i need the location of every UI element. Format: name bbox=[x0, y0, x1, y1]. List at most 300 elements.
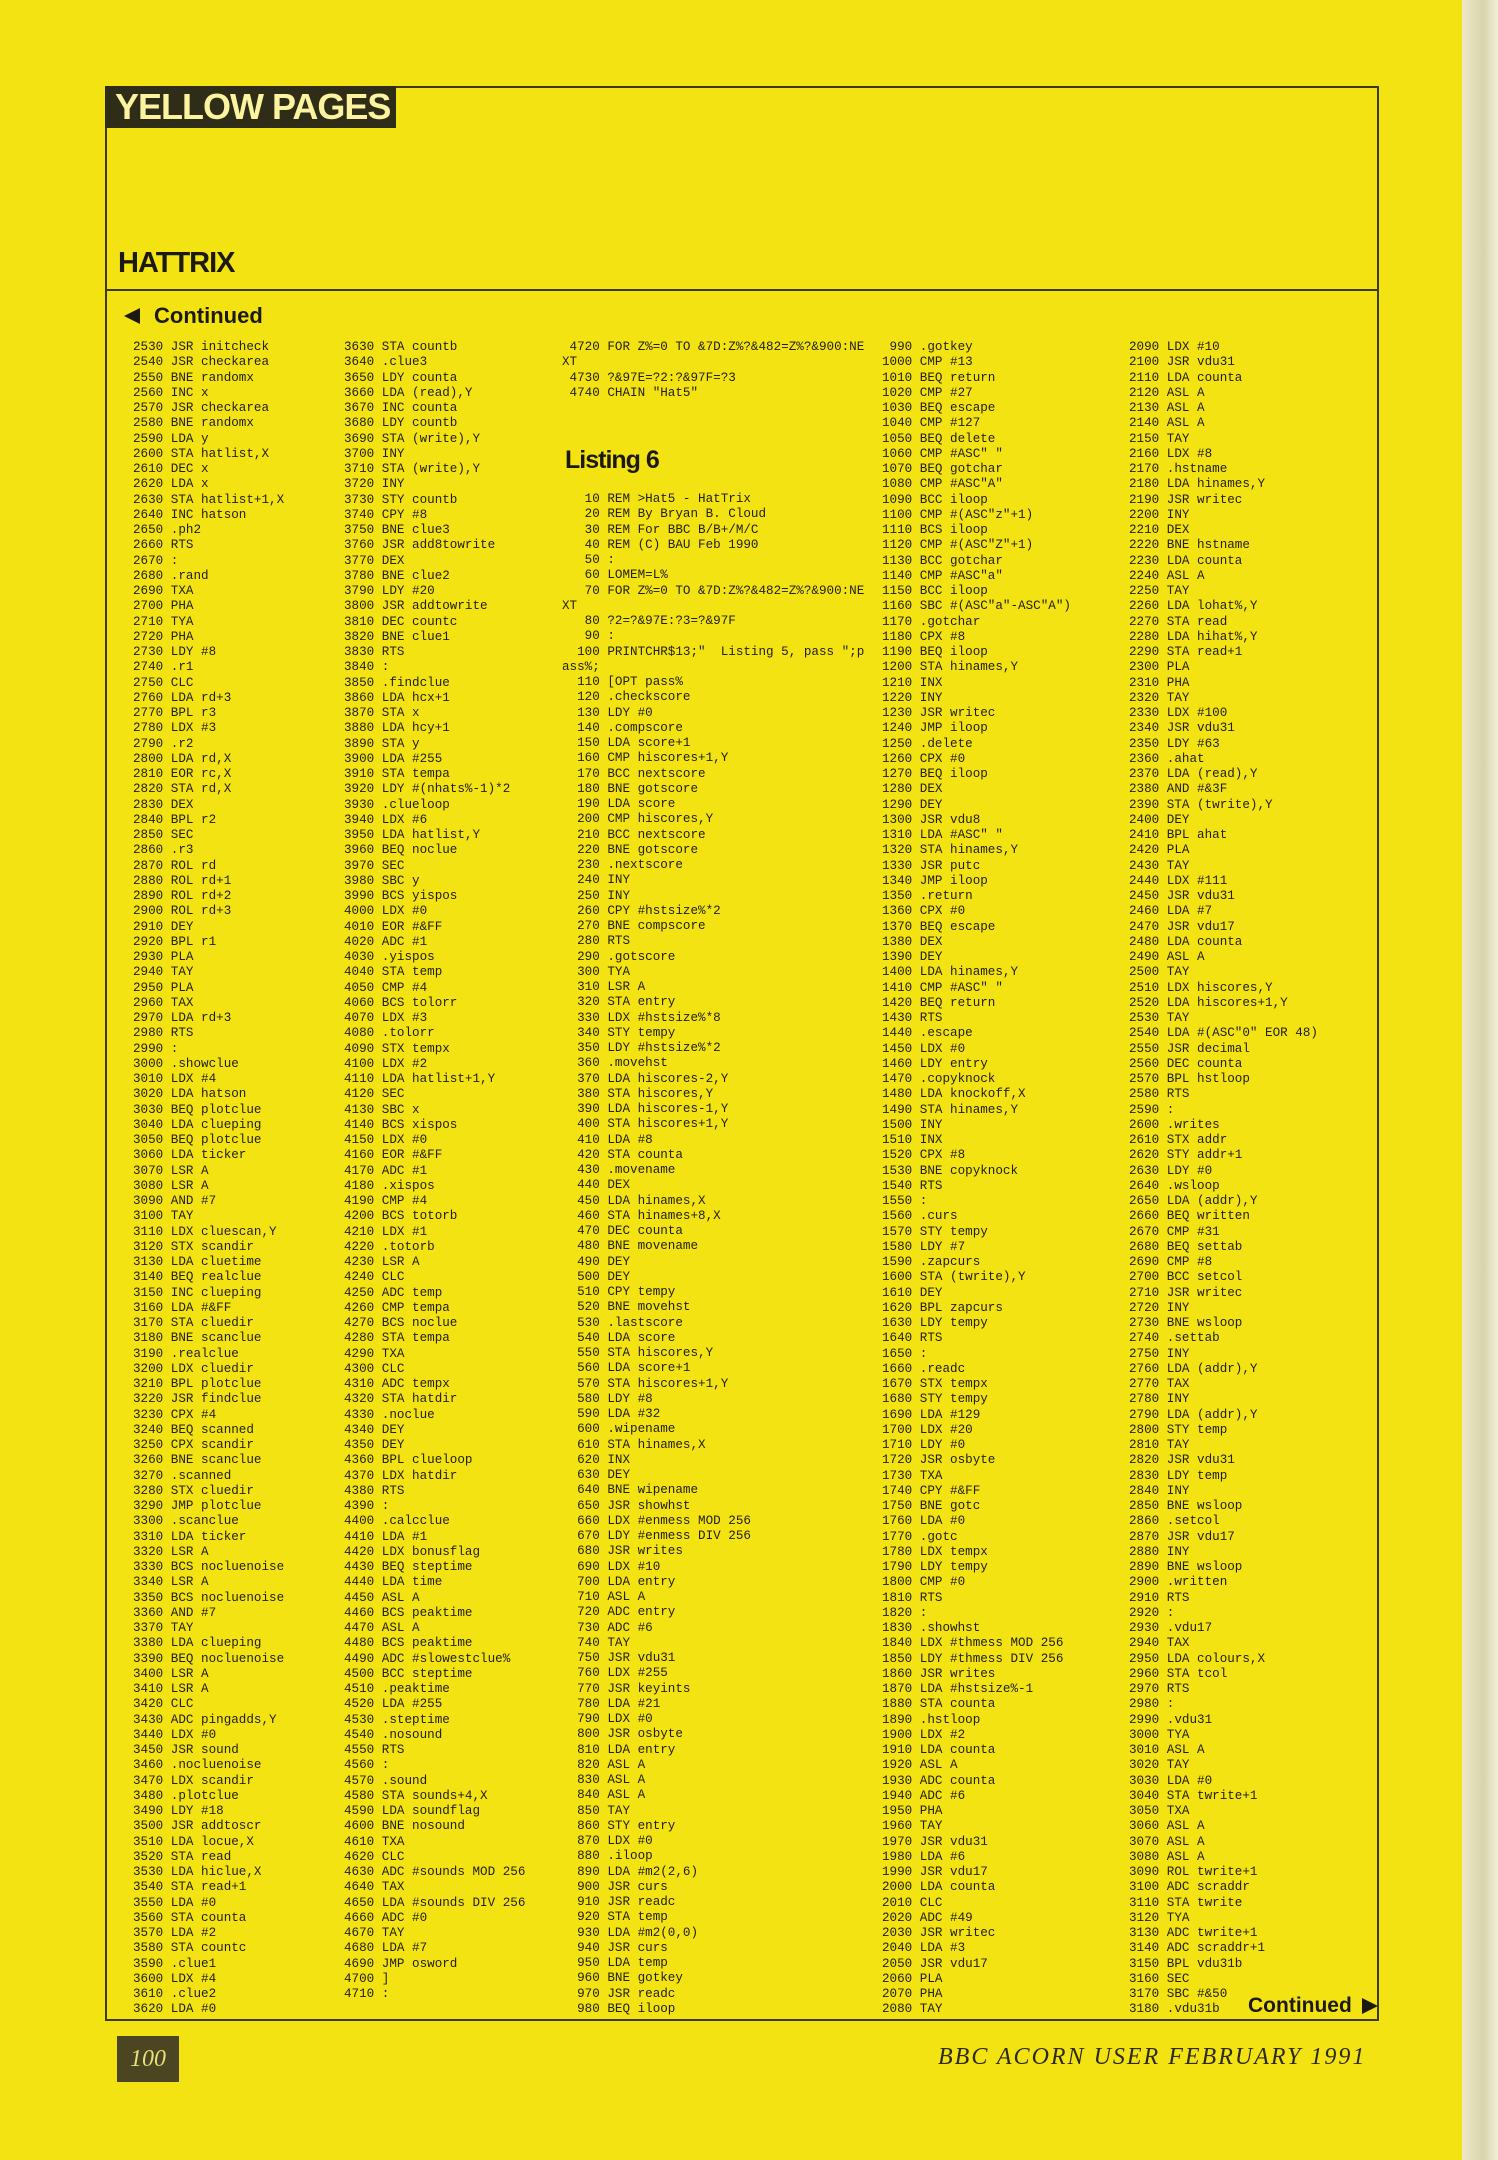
code-line: 3500 JSR addtoscr bbox=[133, 1819, 262, 1834]
listing-heading: Listing 6 bbox=[565, 446, 659, 474]
code-line: 4660 ADC #0 bbox=[344, 1910, 428, 1925]
code-line: 3240 BEQ scanned bbox=[133, 1422, 254, 1437]
code-line: 1750 BNE gotc bbox=[882, 1499, 981, 1513]
code-line: 1200 STA hinames,Y bbox=[882, 660, 1019, 675]
code-line: 3300 .scanclue bbox=[133, 1514, 239, 1529]
code-line: 1360 CPX #0 bbox=[882, 904, 966, 919]
code-line: 2210 DEX bbox=[1129, 523, 1190, 537]
code-line: 3690 STA (write),Y bbox=[344, 431, 481, 446]
code-line: 180 BNE gotscore bbox=[562, 781, 699, 796]
code-line: 3030 BEQ plotclue bbox=[133, 1102, 262, 1117]
code-line: 1540 RTS bbox=[882, 1178, 943, 1193]
code-line: 2260 LDA lohat%,Y bbox=[1129, 599, 1258, 614]
code-line: 2650 .ph2 bbox=[133, 523, 202, 537]
code-line: 300 TYA bbox=[562, 964, 631, 979]
code-line: 3020 LDA hatson bbox=[133, 1087, 247, 1102]
code-line: 840 ASL A bbox=[562, 1788, 646, 1803]
code-line: 2410 BPL ahat bbox=[1129, 828, 1228, 842]
code-line: 4340 DEY bbox=[344, 1422, 405, 1437]
code-line: 2600 STA hatlist,X bbox=[133, 446, 270, 461]
code-line: 3980 SBC y bbox=[344, 873, 420, 888]
code-line: 2360 .ahat bbox=[1129, 751, 1205, 766]
code-line: 2620 LDA x bbox=[133, 477, 209, 492]
code-line: 940 JSR curs bbox=[562, 1940, 668, 1955]
code-line: 2650 LDA (addr),Y bbox=[1129, 1194, 1258, 1208]
code-line: 3150 BPL vdu31b bbox=[1129, 1956, 1243, 1971]
code-line: 3480 .plotclue bbox=[133, 1788, 239, 1803]
code-line: 990 .gotkey bbox=[882, 340, 973, 354]
code-line: 3280 STX cluedir bbox=[133, 1483, 254, 1498]
code-line: 3750 BNE clue3 bbox=[344, 523, 450, 537]
code-line: 4480 BCS peaktime bbox=[344, 1636, 473, 1651]
code-line: 4090 STX tempx bbox=[344, 1041, 450, 1056]
code-line: 1420 BEQ return bbox=[882, 995, 996, 1010]
code-line: 810 LDA entry bbox=[562, 1742, 676, 1757]
code-line: 3110 LDX cluescan,Y bbox=[133, 1224, 277, 1239]
code-line: 4320 STA hatdir bbox=[344, 1392, 458, 1407]
code-line: 3140 BEQ realclue bbox=[133, 1270, 262, 1285]
code-line: 1570 STY tempy bbox=[882, 1224, 988, 1239]
code-line: 2740 .settab bbox=[1129, 1331, 1220, 1346]
code-line: 1130 BCC gotchar bbox=[882, 553, 1003, 568]
code-line: 3210 BPL plotclue bbox=[133, 1377, 262, 1391]
code-line: 2970 RTS bbox=[1129, 1682, 1190, 1696]
code-line: 2710 JSR writec bbox=[1129, 1285, 1243, 1300]
code-line: 4300 CLC bbox=[344, 1361, 405, 1376]
code-line: 2050 JSR vdu17 bbox=[882, 1956, 988, 1971]
code-line: 1700 LDX #20 bbox=[882, 1422, 973, 1437]
code-line: 610 STA hinames,X bbox=[562, 1437, 706, 1452]
code-line: 1810 RTS bbox=[882, 1590, 943, 1605]
code-line: 750 JSR vdu31 bbox=[562, 1651, 676, 1665]
code-line: 1680 STY tempy bbox=[882, 1392, 988, 1407]
code-line: 2810 EOR rc,X bbox=[133, 767, 232, 781]
code-line: 1580 LDY #7 bbox=[882, 1239, 966, 1254]
code-column-2 bbox=[344, 340, 525, 2002]
code-line: 2560 INC x bbox=[133, 385, 209, 400]
code-line: 2150 TAY bbox=[1129, 431, 1190, 446]
code-line: 2530 TAY bbox=[1129, 1011, 1190, 1025]
code-line: 2590 : bbox=[1129, 1102, 1175, 1117]
code-line: 1370 BEQ escape bbox=[882, 919, 996, 934]
code-line: 3700 INY bbox=[344, 446, 405, 461]
code-line: 4000 LDX #0 bbox=[344, 904, 428, 919]
code-line: 2230 LDA counta bbox=[1129, 553, 1243, 568]
code-line: 1900 LDX #2 bbox=[882, 1727, 966, 1742]
code-line: 3020 TAY bbox=[1129, 1758, 1190, 1773]
code-line: 3490 LDY #18 bbox=[133, 1804, 224, 1818]
code-line: 3350 BCS nocluenoise bbox=[133, 1590, 285, 1605]
code-line: 4440 LDA time bbox=[344, 1575, 443, 1590]
code-line: 2510 LDX hiscores,Y bbox=[1129, 980, 1273, 995]
code-line: 1070 BEQ gotchar bbox=[882, 462, 1003, 476]
code-line: 4420 LDX bonusflag bbox=[344, 1544, 481, 1559]
code-line: 40 REM (C) BAU Feb 1990 bbox=[562, 537, 759, 552]
code-line: 2110 LDA counta bbox=[1129, 370, 1243, 385]
code-line: 4410 LDA #1 bbox=[344, 1529, 428, 1544]
code-line: 2600 .writes bbox=[1129, 1117, 1220, 1132]
code-line: 2500 TAY bbox=[1129, 965, 1190, 980]
code-line: 4720 FOR Z%=0 TO &7D:Z%?&482=Z%?&900:NE bbox=[562, 340, 865, 354]
code-line: 1620 BPL zapcurs bbox=[882, 1300, 1003, 1315]
code-line: 470 DEC counta bbox=[562, 1224, 683, 1238]
code-line: 310 LSR A bbox=[562, 980, 646, 994]
code-line: 1440 .escape bbox=[882, 1026, 973, 1041]
code-line: 1150 BCC iloop bbox=[882, 584, 988, 598]
code-line: 2540 LDA #(ASC"0" EOR 48) bbox=[1129, 1026, 1318, 1041]
code-line: 2900 .written bbox=[1129, 1575, 1228, 1590]
code-line: 2090 LDX #10 bbox=[1129, 340, 1220, 354]
code-line: 130 LDY #0 bbox=[562, 705, 653, 720]
code-line: 860 STY entry bbox=[562, 1818, 676, 1833]
code-line: 1820 : bbox=[882, 1605, 928, 1620]
code-line: 1730 TXA bbox=[882, 1468, 943, 1483]
code-line: 830 ASL A bbox=[562, 1773, 646, 1787]
code-line: 3000 .showclue bbox=[133, 1056, 239, 1071]
code-line: 3120 TYA bbox=[1129, 1910, 1190, 1925]
code-line: 3670 INC counta bbox=[344, 401, 458, 415]
code-line: 1600 STA (twrite),Y bbox=[882, 1270, 1026, 1285]
code-line: 4150 LDX #0 bbox=[344, 1133, 428, 1147]
code-line: 970 JSR readc bbox=[562, 1986, 676, 2001]
code-line: 3270 .scanned bbox=[133, 1468, 232, 1483]
code-line: 1770 .gotc bbox=[882, 1529, 958, 1544]
code-line: 1320 STA hinames,Y bbox=[882, 843, 1019, 858]
code-line: 1340 JMP iloop bbox=[882, 873, 988, 888]
code-line: 4170 ADC #1 bbox=[344, 1163, 428, 1178]
code-line: 150 LDA score+1 bbox=[562, 736, 691, 750]
code-line: 2010 CLC bbox=[882, 1895, 943, 1910]
code-line: 3620 LDA #0 bbox=[133, 2002, 217, 2017]
code-line: 2930 PLA bbox=[133, 950, 194, 964]
code-line: 3230 CPX #4 bbox=[133, 1407, 217, 1422]
code-line: 2720 INY bbox=[1129, 1300, 1190, 1315]
code-line: 420 STA counta bbox=[562, 1147, 683, 1162]
code-line: 4560 : bbox=[344, 1758, 390, 1773]
code-line: 3150 INC clueping bbox=[133, 1285, 262, 1300]
code-line: 2570 JSR checkarea bbox=[133, 401, 270, 415]
code-line: 1190 BEQ iloop bbox=[882, 645, 988, 659]
code-line: 2590 LDA y bbox=[133, 431, 209, 446]
code-line: 2440 LDX #111 bbox=[1129, 873, 1228, 888]
code-line: 890 LDA #m2(2,6) bbox=[562, 1864, 699, 1879]
code-line: 2750 CLC bbox=[133, 675, 194, 690]
code-line: 330 LDX #hstsize%*8 bbox=[562, 1010, 721, 1025]
code-line: 2900 ROL rd+3 bbox=[133, 904, 232, 919]
code-line: 3970 SEC bbox=[344, 858, 405, 873]
code-line: 3960 BEQ noclue bbox=[344, 843, 458, 858]
code-line: 510 CPY tempy bbox=[562, 1285, 676, 1299]
code-line: 2190 JSR writec bbox=[1129, 492, 1243, 507]
code-column-4 bbox=[882, 340, 1071, 2018]
code-line: 2670 : bbox=[133, 553, 179, 568]
code-line: 3000 TYA bbox=[1129, 1727, 1190, 1742]
code-line: 70 FOR Z%=0 TO &7D:Z%?&482=Z%?&900:NE bbox=[562, 583, 865, 598]
code-line: 2690 TXA bbox=[133, 584, 194, 598]
code-line: 480 BNE movename bbox=[562, 1239, 699, 1254]
code-line: 1940 ADC #6 bbox=[882, 1788, 966, 1803]
code-line: 2180 LDA hinames,Y bbox=[1129, 477, 1266, 492]
code-line: 2830 LDY temp bbox=[1129, 1468, 1228, 1483]
code-line: 910 JSR readc bbox=[562, 1895, 676, 1909]
code-line: 3440 LDX #0 bbox=[133, 1727, 217, 1742]
code-line: 3160 SEC bbox=[1129, 1971, 1190, 1986]
code-line: 2280 LDA hihat%,Y bbox=[1129, 629, 1258, 644]
code-line: 1230 JSR writec bbox=[882, 706, 996, 720]
code-line: 2390 STA (twrite),Y bbox=[1129, 797, 1273, 812]
code-line: 1380 DEX bbox=[882, 934, 943, 949]
code-line: 2370 LDA (read),Y bbox=[1129, 767, 1258, 781]
code-line: 2990 : bbox=[133, 1041, 179, 1056]
code-line: 390 LDA hiscores-1,Y bbox=[562, 1102, 729, 1116]
code-line: 3830 RTS bbox=[344, 645, 405, 659]
code-line: 3400 LSR A bbox=[133, 1666, 209, 1681]
code-line: 2670 CMP #31 bbox=[1129, 1224, 1220, 1239]
code-line: 2070 PHA bbox=[882, 1987, 943, 2001]
code-line: 1220 INY bbox=[882, 690, 943, 705]
code-line: 120 .checkscore bbox=[562, 690, 691, 705]
code-line: 670 LDY #enmess DIV 256 bbox=[562, 1529, 751, 1543]
code-line: 3630 STA countb bbox=[344, 340, 458, 354]
code-line: 3170 STA cluedir bbox=[133, 1316, 254, 1330]
code-line: 4070 LDX #3 bbox=[344, 1011, 428, 1025]
code-line: 1480 LDA knockoff,X bbox=[882, 1087, 1026, 1102]
code-line: 2770 TAX bbox=[1129, 1377, 1190, 1391]
code-line: XT bbox=[562, 598, 578, 613]
code-line: 1410 CMP #ASC" " bbox=[882, 980, 1003, 995]
code-line: 3320 LSR A bbox=[133, 1544, 209, 1559]
code-line: 2620 STY addr+1 bbox=[1129, 1148, 1243, 1163]
code-line: 620 INX bbox=[562, 1452, 631, 1467]
code-line: 4190 CMP #4 bbox=[344, 1194, 428, 1208]
code-line: 4080 .tolorr bbox=[344, 1026, 435, 1041]
code-line: 660 LDX #enmess MOD 256 bbox=[562, 1513, 751, 1528]
code-line: 4510 .peaktime bbox=[344, 1682, 450, 1696]
code-column-1 bbox=[133, 340, 284, 2018]
code-line: 800 JSR osbyte bbox=[562, 1727, 683, 1742]
code-line: 4180 .xispos bbox=[344, 1178, 435, 1193]
code-line: 2920 BPL r1 bbox=[133, 934, 217, 949]
code-line: 2770 BPL r3 bbox=[133, 706, 217, 720]
code-line: 3870 STA x bbox=[344, 706, 420, 720]
code-line: 160 CMP hiscores+1,Y bbox=[562, 751, 729, 766]
code-line: 170 BCC nextscore bbox=[562, 766, 706, 781]
code-line: 4210 LDX #1 bbox=[344, 1224, 428, 1239]
code-line: 2910 DEY bbox=[133, 919, 194, 934]
code-line: 1390 DEY bbox=[882, 950, 943, 964]
code-line: 4570 .sound bbox=[344, 1773, 428, 1788]
code-line: 4380 RTS bbox=[344, 1483, 405, 1498]
code-line: 3380 LDA clueping bbox=[133, 1636, 262, 1651]
code-line: 3390 BEQ nocluenoise bbox=[133, 1651, 285, 1666]
code-line: 4490 ADC #slowestclue% bbox=[344, 1651, 511, 1666]
code-line: 2760 LDA (addr),Y bbox=[1129, 1361, 1258, 1376]
code-line: 3600 LDX #4 bbox=[133, 1971, 217, 1986]
code-line: 3040 STA twrite+1 bbox=[1129, 1788, 1258, 1803]
code-line: 1960 TAY bbox=[882, 1819, 943, 1834]
code-line: 3370 TAY bbox=[133, 1621, 194, 1635]
code-line: 2660 BEQ written bbox=[1129, 1209, 1250, 1224]
code-line: 3170 SBC #&50 bbox=[1129, 1987, 1228, 2001]
code-line: 1030 BEQ escape bbox=[882, 401, 996, 415]
code-line: 820 ASL A bbox=[562, 1757, 646, 1772]
code-line: 3050 BEQ plotclue bbox=[133, 1133, 262, 1147]
code-line: 3110 STA twrite bbox=[1129, 1895, 1243, 1910]
code-line: 3880 LDA hcy+1 bbox=[344, 721, 450, 736]
code-line: 110 [OPT pass% bbox=[562, 675, 683, 689]
code-line: 4010 EOR #&FF bbox=[344, 919, 443, 934]
code-line: 2840 INY bbox=[1129, 1483, 1190, 1498]
code-line: 540 LDA score bbox=[562, 1330, 676, 1345]
code-line: 440 DEX bbox=[562, 1178, 631, 1193]
code-line: 1500 INY bbox=[882, 1117, 943, 1132]
code-line: 1670 STX tempx bbox=[882, 1377, 988, 1391]
code-line: 3710 STA (write),Y bbox=[344, 462, 481, 476]
section-tag: YELLOW PAGES bbox=[105, 86, 396, 128]
code-line: 4500 BCC steptime bbox=[344, 1666, 473, 1681]
header-divider bbox=[105, 289, 1379, 291]
code-line: 2850 SEC bbox=[133, 828, 194, 842]
code-line: 190 LDA score bbox=[562, 797, 676, 811]
page-number: 100 bbox=[117, 2036, 179, 2082]
code-line: 4450 ASL A bbox=[344, 1590, 420, 1605]
article-title: HATTRIX bbox=[118, 247, 235, 279]
code-line: 2170 .hstname bbox=[1129, 462, 1228, 476]
code-line: 2560 DEC counta bbox=[1129, 1056, 1243, 1071]
code-line: 4130 SBC x bbox=[344, 1102, 420, 1117]
code-line: 3640 .clue3 bbox=[344, 355, 428, 370]
code-line: 2760 LDA rd+3 bbox=[133, 690, 232, 705]
code-line: 1170 .gotchar bbox=[882, 614, 981, 629]
code-line: 1020 CMP #27 bbox=[882, 385, 973, 400]
code-line: 2530 JSR initcheck bbox=[133, 340, 270, 354]
code-line: 760 LDX #255 bbox=[562, 1666, 668, 1681]
code-line: 680 JSR writes bbox=[562, 1544, 683, 1559]
code-line: 3950 LDA hatlist,Y bbox=[344, 828, 481, 842]
code-line: 3130 LDA cluetime bbox=[133, 1255, 262, 1269]
code-line: 870 LDX #0 bbox=[562, 1834, 653, 1848]
code-line: 3430 ADC pingadds,Y bbox=[133, 1712, 277, 1727]
code-line: 220 BNE gotscore bbox=[562, 842, 699, 857]
code-line: 2980 RTS bbox=[133, 1026, 194, 1041]
code-line: 850 TAY bbox=[562, 1803, 631, 1818]
code-line: 1430 RTS bbox=[882, 1011, 943, 1025]
code-line: 3180 .vdu31b bbox=[1129, 2002, 1220, 2017]
code-line: 4530 .steptime bbox=[344, 1712, 450, 1727]
code-line: 1790 LDY tempy bbox=[882, 1560, 988, 1574]
code-line: 1970 JSR vdu31 bbox=[882, 1834, 988, 1849]
code-line: 340 STY tempy bbox=[562, 1025, 676, 1040]
code-line: 1980 LDA #6 bbox=[882, 1849, 966, 1864]
code-line: 2950 PLA bbox=[133, 980, 194, 995]
code-line: 1660 .readc bbox=[882, 1361, 966, 1376]
code-line: 2240 ASL A bbox=[1129, 568, 1205, 583]
code-line: 1920 ASL A bbox=[882, 1758, 958, 1773]
code-line: 4680 LDA #7 bbox=[344, 1941, 428, 1956]
code-line: 3810 DEC countc bbox=[344, 614, 458, 629]
code-line: 3070 LSR A bbox=[133, 1163, 209, 1178]
code-line: 2870 JSR vdu17 bbox=[1129, 1529, 1235, 1544]
code-line: 640 BNE wipename bbox=[562, 1483, 699, 1498]
code-line: 3190 .realclue bbox=[133, 1346, 239, 1361]
code-line: 4290 TXA bbox=[344, 1346, 405, 1361]
code-line: 580 LDY #8 bbox=[562, 1391, 653, 1406]
code-line: 1930 ADC counta bbox=[882, 1773, 996, 1788]
code-line: 3770 DEX bbox=[344, 553, 405, 568]
code-line: 4710 : bbox=[344, 1987, 390, 2001]
code-line: 4430 BEQ steptime bbox=[344, 1560, 473, 1574]
code-line: 560 LDA score+1 bbox=[562, 1361, 691, 1376]
code-line: 1510 INX bbox=[882, 1133, 943, 1147]
code-line: 2860 .setcol bbox=[1129, 1514, 1220, 1529]
continued-from-previous bbox=[122, 303, 263, 329]
code-line: 4470 ASL A bbox=[344, 1621, 420, 1635]
code-line: 50 : bbox=[562, 553, 615, 567]
code-line: 4120 SEC bbox=[344, 1087, 405, 1102]
code-line: 4100 LDX #2 bbox=[344, 1056, 428, 1071]
code-line: 3790 LDY #20 bbox=[344, 584, 435, 598]
code-line: 1530 BNE copyknock bbox=[882, 1163, 1019, 1178]
code-line: 2470 JSR vdu17 bbox=[1129, 919, 1235, 934]
code-line: 3060 LDA ticker bbox=[133, 1148, 247, 1163]
code-line: 2200 INY bbox=[1129, 507, 1190, 522]
code-line: 1800 CMP #0 bbox=[882, 1575, 966, 1590]
code-line: 1550 : bbox=[882, 1194, 928, 1208]
code-line: 3260 BNE scanclue bbox=[133, 1453, 262, 1468]
code-line: 1630 LDY tempy bbox=[882, 1316, 988, 1330]
code-line: 4160 EOR #&FF bbox=[344, 1148, 443, 1163]
code-line: 2700 BCC setcol bbox=[1129, 1270, 1243, 1285]
magazine-footer: BBC ACORN USER FEBRUARY 1991 bbox=[938, 2044, 1367, 2070]
code-line: 2610 DEC x bbox=[133, 462, 209, 476]
code-line: 1260 CPX #0 bbox=[882, 751, 966, 766]
code-line: 3070 ASL A bbox=[1129, 1834, 1205, 1849]
code-line: 4240 CLC bbox=[344, 1270, 405, 1285]
code-line: 2270 STA read bbox=[1129, 614, 1228, 629]
code-line: 2480 LDA counta bbox=[1129, 934, 1243, 949]
code-line: 1330 JSR putc bbox=[882, 858, 981, 873]
code-line: 770 JSR keyints bbox=[562, 1681, 691, 1696]
code-line: 3450 JSR sound bbox=[133, 1743, 239, 1757]
code-line: 4310 ADC tempx bbox=[344, 1377, 450, 1391]
code-line: 3780 BNE clue2 bbox=[344, 568, 450, 583]
code-line: 3220 JSR findclue bbox=[133, 1392, 262, 1407]
continued-bottom-label: Continued bbox=[1248, 1994, 1352, 2017]
code-line: 2830 DEX bbox=[133, 797, 194, 812]
code-line: 3820 BNE clue1 bbox=[344, 629, 450, 644]
code-line: 2130 ASL A bbox=[1129, 401, 1205, 415]
code-line: 3760 JSR add8towrite bbox=[344, 538, 496, 553]
code-line: 2380 AND #&3F bbox=[1129, 782, 1228, 797]
code-line: 90 : bbox=[562, 629, 615, 644]
code-line: 2430 TAY bbox=[1129, 858, 1190, 873]
code-line: 2890 ROL rd+2 bbox=[133, 889, 232, 903]
code-line: 4640 TAX bbox=[344, 1880, 405, 1895]
code-line: 1890 .hstloop bbox=[882, 1712, 981, 1727]
code-line: 1180 CPX #8 bbox=[882, 629, 966, 644]
code-line: 3060 ASL A bbox=[1129, 1819, 1205, 1834]
code-line: 2980 : bbox=[1129, 1697, 1175, 1712]
code-line: 4360 BPL clueloop bbox=[344, 1453, 473, 1468]
code-line: 2640 INC hatson bbox=[133, 507, 247, 522]
code-line: 2680 BEQ settab bbox=[1129, 1239, 1243, 1254]
code-line: 3890 STA y bbox=[344, 736, 420, 751]
code-line: 1350 .return bbox=[882, 889, 973, 903]
code-line: 720 ADC entry bbox=[562, 1605, 676, 1620]
code-line: 730 ADC #6 bbox=[562, 1620, 653, 1635]
code-line: 2450 JSR vdu31 bbox=[1129, 889, 1235, 903]
code-line: 3460 .nocluenoise bbox=[133, 1758, 262, 1773]
